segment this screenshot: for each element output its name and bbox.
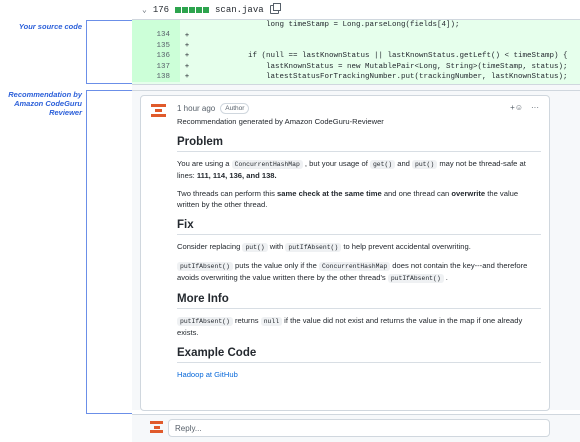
recommendation-callout: [86, 90, 132, 414]
diff-sign: +: [184, 52, 190, 61]
code-line: [132, 72, 580, 82]
comment-actions: [510, 103, 539, 112]
inline-code: ConcurrentHashMap: [319, 262, 390, 271]
line-number[interactable]: 135: [132, 41, 180, 51]
inline-code: put(): [412, 160, 437, 169]
fix-paragraph-2: putIfAbsent() puts the value only if the ConcurrentHashMap does not contain the key---and therefore avoids overwriting the value written there by the other thread's putIfAbsent() .: [177, 261, 528, 282]
review-comment: [140, 95, 550, 411]
code-line: [132, 20, 580, 30]
copy-path-icon[interactable]: [270, 5, 279, 14]
code-line: [132, 30, 580, 40]
code-diff: [132, 20, 580, 84]
affected-lines: 111, 114, 136, and 138.: [196, 171, 277, 180]
more-options-icon[interactable]: ···: [531, 103, 539, 112]
code-text: lastKnownStatus = new MutablePair<Long, String>(timeStamp, status);: [194, 62, 568, 71]
comment-body: [177, 116, 541, 387]
reply-avatar: [150, 421, 163, 433]
diff-sign: +: [184, 73, 190, 82]
code-text: latestStatusForTrackingNumber.put(trackingNumber, lastKnownStatus);: [194, 73, 568, 82]
annotation-gutter: [0, 0, 88, 442]
inline-code: put(): [242, 243, 267, 252]
inline-code: putIfAbsent(): [177, 262, 233, 271]
recommendation-annotation: Recommendation by Amazon CodeGuru Reviewer: [8, 90, 82, 117]
line-number[interactable]: [132, 20, 180, 30]
change-count: 176: [152, 4, 170, 15]
diffstat-icon: [175, 7, 209, 13]
problem-paragraph-2: Two threads can perform this same check at the same time and one thread can overwrite the value written by the other thread.: [177, 189, 519, 209]
inline-code: null: [261, 317, 282, 326]
line-number[interactable]: 137: [132, 62, 180, 72]
code-text: if (null == lastKnownStatus || lastKnownStatus.getLeft() < timeStamp) {: [194, 52, 568, 61]
code-text: long timeStamp = Long.parseLong(fields[4]);: [194, 21, 460, 30]
inline-code: ConcurrentHashMap: [232, 160, 303, 169]
diff-sign: +: [184, 62, 190, 71]
file-name[interactable]: scan.java: [215, 4, 264, 15]
file-header: [132, 0, 580, 20]
codeguru-avatar[interactable]: [151, 104, 166, 118]
add-reaction-icon[interactable]: +☺: [510, 103, 523, 112]
line-number[interactable]: 138: [132, 72, 180, 82]
source-code-callout: [86, 20, 132, 84]
comment-meta: [177, 103, 249, 114]
inline-code: putIfAbsent(): [285, 243, 341, 252]
code-line: [132, 62, 580, 72]
problem-paragraph-1: You are using a ConcurrentHashMap , but your usage of get() and put() may not be thread-safe at lines: 111, 114, 136, and 138.: [177, 159, 526, 180]
diff-sign: +: [184, 31, 190, 40]
source-code-annotation: Your source code: [18, 22, 82, 31]
review-thread: [132, 90, 580, 410]
fix-paragraph-1: Consider replacing put() with putIfAbsent() to help prevent accidental overwriting.: [177, 242, 471, 251]
problem-heading: Problem: [177, 137, 541, 152]
hadoop-github-link[interactable]: Hadoop at GitHub: [177, 370, 238, 379]
inline-code: get(): [370, 160, 395, 169]
comment-intro: Recommendation generated by Amazon CodeGuru-Reviewer: [177, 117, 384, 126]
more-info-paragraph: putIfAbsent() returns null if the value did not exist and returns the value in the map if one already exists.: [177, 316, 523, 337]
code-line: [132, 51, 580, 61]
diff-sign: +: [184, 41, 190, 50]
collapse-chevron-icon[interactable]: ⌄: [142, 5, 147, 15]
author-badge: Author: [220, 103, 249, 114]
line-number[interactable]: 134: [132, 30, 180, 40]
example-code-heading: Example Code: [177, 348, 541, 363]
fix-heading: Fix: [177, 220, 541, 235]
inline-code: putIfAbsent(): [177, 317, 233, 326]
reply-area: [132, 414, 580, 442]
comment-timestamp[interactable]: 1 hour ago: [177, 104, 216, 113]
line-number[interactable]: 136: [132, 51, 180, 61]
reply-input[interactable]: Reply...: [168, 419, 550, 437]
more-info-heading: More Info: [177, 294, 541, 309]
inline-code: putIfAbsent(): [388, 274, 444, 283]
code-line: [132, 41, 580, 51]
